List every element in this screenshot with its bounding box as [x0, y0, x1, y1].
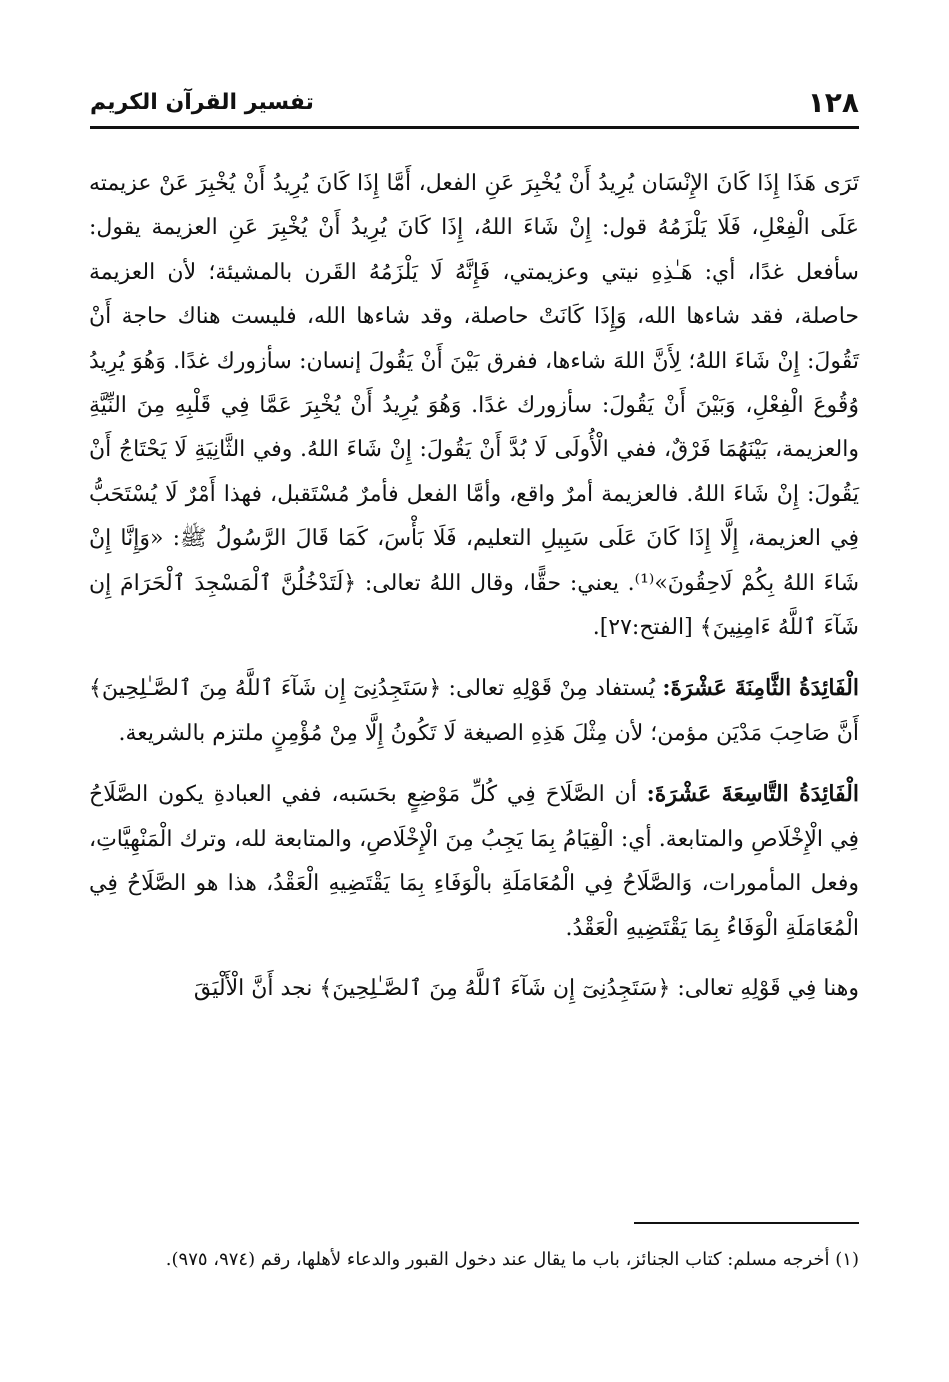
- paragraph: [89, 162, 859, 650]
- running-header: [90, 82, 859, 129]
- paragraph: [89, 666, 859, 756]
- paragraph: [89, 967, 859, 1011]
- benefit-heading: الْفَائِدَةُ التَّاسِعَةَ عَشْرَةَ:: [646, 781, 860, 808]
- page-number: ١٢٨: [807, 86, 859, 119]
- benefit-heading: الْفَائِدَةُ الثَّامِنَةَ عَشْرَةَ:: [662, 675, 859, 702]
- paragraph-text: وهنا فِي قَوْلِهِ تعالى: ﴿سَتَجِدُنِىٓ إِن شَآءَ ٱللَّهُ مِنَ ٱلصَّـٰلِحِينَ﴾ نجد أَنَّ الْأَلْيَقَ: [193, 975, 859, 1001]
- paragraph-text: تَرَى هَذَا إِذَا كَانَ الإِنْسَان يُرِيدُ أَنْ يُخْبِرَ عَنِ الفعل، أَمَّا إِذَا كَانَ يُرِيدُ أَنْ يُخْبِرَ عَنْ عزيمته عَلَى الْفِعْلِ، فَلَا يَلْزَمُهُ قول: إِنْ شَاءَ اللهُ، إِذَا كَانَ يُرِيدُ أَنْ يُخْبِرَ عَنِ العزيمة يقول: سأفعل غدًا، أي: هَـٰذِهِ نيتي وعزيمتي، فَإِنَّهُ لَا يَلْزَمُهُ القَرن بالمشيئة؛ لأن العزيمة حاصلة، فقد شاءها الله، وَإِذَا كَانَتْ حاصلة، وقد شاءها الله، فليست هناك حاجة أَنْ تَقُولَ: إِنْ شَاءَ اللهُ؛ لِأَنَّ اللهَ شاءها، ففرق بَيْنَ أَنْ يَقُولَ إنسان: سأزورك غدًا. وَهُوَ يُرِيدُ وُقُوعَ الْفِعْلِ، وَبَيْنَ أَنْ يَقُولَ: سأزورك غدًا. وَهُوَ يُرِيدُ أَنْ يُخْبِرَ عَمَّا فِي قَلْبِهِ مِنَ النِّيَّةِ والعزيمة، بَيْنَهُمَا فَرْقٌ، ففي الْأُولَى لَا بُدَّ أَنْ يَقُولَ: إِنْ شَاءَ اللهُ. وفي الثَّانِيَةِ لَا يَحْتَاجُ أَنْ يَقُولَ: إِنْ شَاءَ اللهُ. فالعزيمة أمرٌ واقع، وأمَّا الفعل فأمرٌ مُسْتَقبل، فهذا أَمْرٌ لَا يُسْتَحَبُّ فِي العزيمة، إِلَّا إِذَا كَانَ عَلَى سَبِيلِ التعليم، فَلَا بَأْسَ، كَمَا قَالَ الرَّسُولُ ﷺ: «وَإِنَّا إِنْ شَاءَ اللهُ بِكُمْ لَاحِقُونَ»⁽¹⁾. يعني: حقًّا، وقال اللهُ تعالى: ﴿لَتَدْخُلُنَّ ٱلْمَسْجِدَ ٱلْحَرَامَ إِن شَآءَ ٱللَّهُ ءَامِنِينَ﴾ [الفتح:٢٧].: [89, 171, 859, 641]
- paragraph: [89, 772, 859, 951]
- book-title: تفسير القرآن الكريم: [90, 90, 314, 115]
- footnote-separator: [634, 1222, 859, 1224]
- paragraph-text: يُستفاد مِنْ قَوْلِهِ تعالى: ﴿سَتَجِدُنِىٓ إِن شَآءَ ٱللَّهُ مِنَ ٱلصَّـٰلِحِينَ﴾ أَنَّ صَاحِبَ مَدْيَن مؤمن؛ لأن مِثْلَ هَذِهِ الصيغة لَا تَكُونُ إِلَّا مِنْ مُؤْمِنٍ ملتزم بالشريعة.: [89, 676, 859, 746]
- footnote: [89, 1246, 859, 1274]
- paragraph-text: أن الصَّلَاحَ فِي كُلِّ مَوْضِعٍ بحَسَبه، ففي العبادةِ يكون الصَّلَاحُ فِي الْإِخْلَاصِ والمتابعة. أي: الْقِيَامُ بِمَا يَجِبُ مِنَ الْإِخْلَاصِ، والمتابعة لله، وترك الْمَنْهِيَّاتِ، وفعل المأمورات، وَالصَّلَاحُ فِي الْمُعَامَلَةِ بالْوَفَاءِ بِمَا يَقْتَضِيهِ الْعَقْدُ، هذا هو الصَّلَاحُ فِي الْمُعَامَلَةِ الْوَفَاءُ بِمَا يَقْتَضِيهِ الْعَقْدُ.: [89, 782, 859, 941]
- footnote-text: (١) أخرجه مسلم: كتاب الجنائز، باب ما يقال عند دخول القبور والدعاء لأهلها، رقم (٩٧٤، ٩٧٥).: [165, 1249, 859, 1270]
- main-text: [89, 162, 859, 1011]
